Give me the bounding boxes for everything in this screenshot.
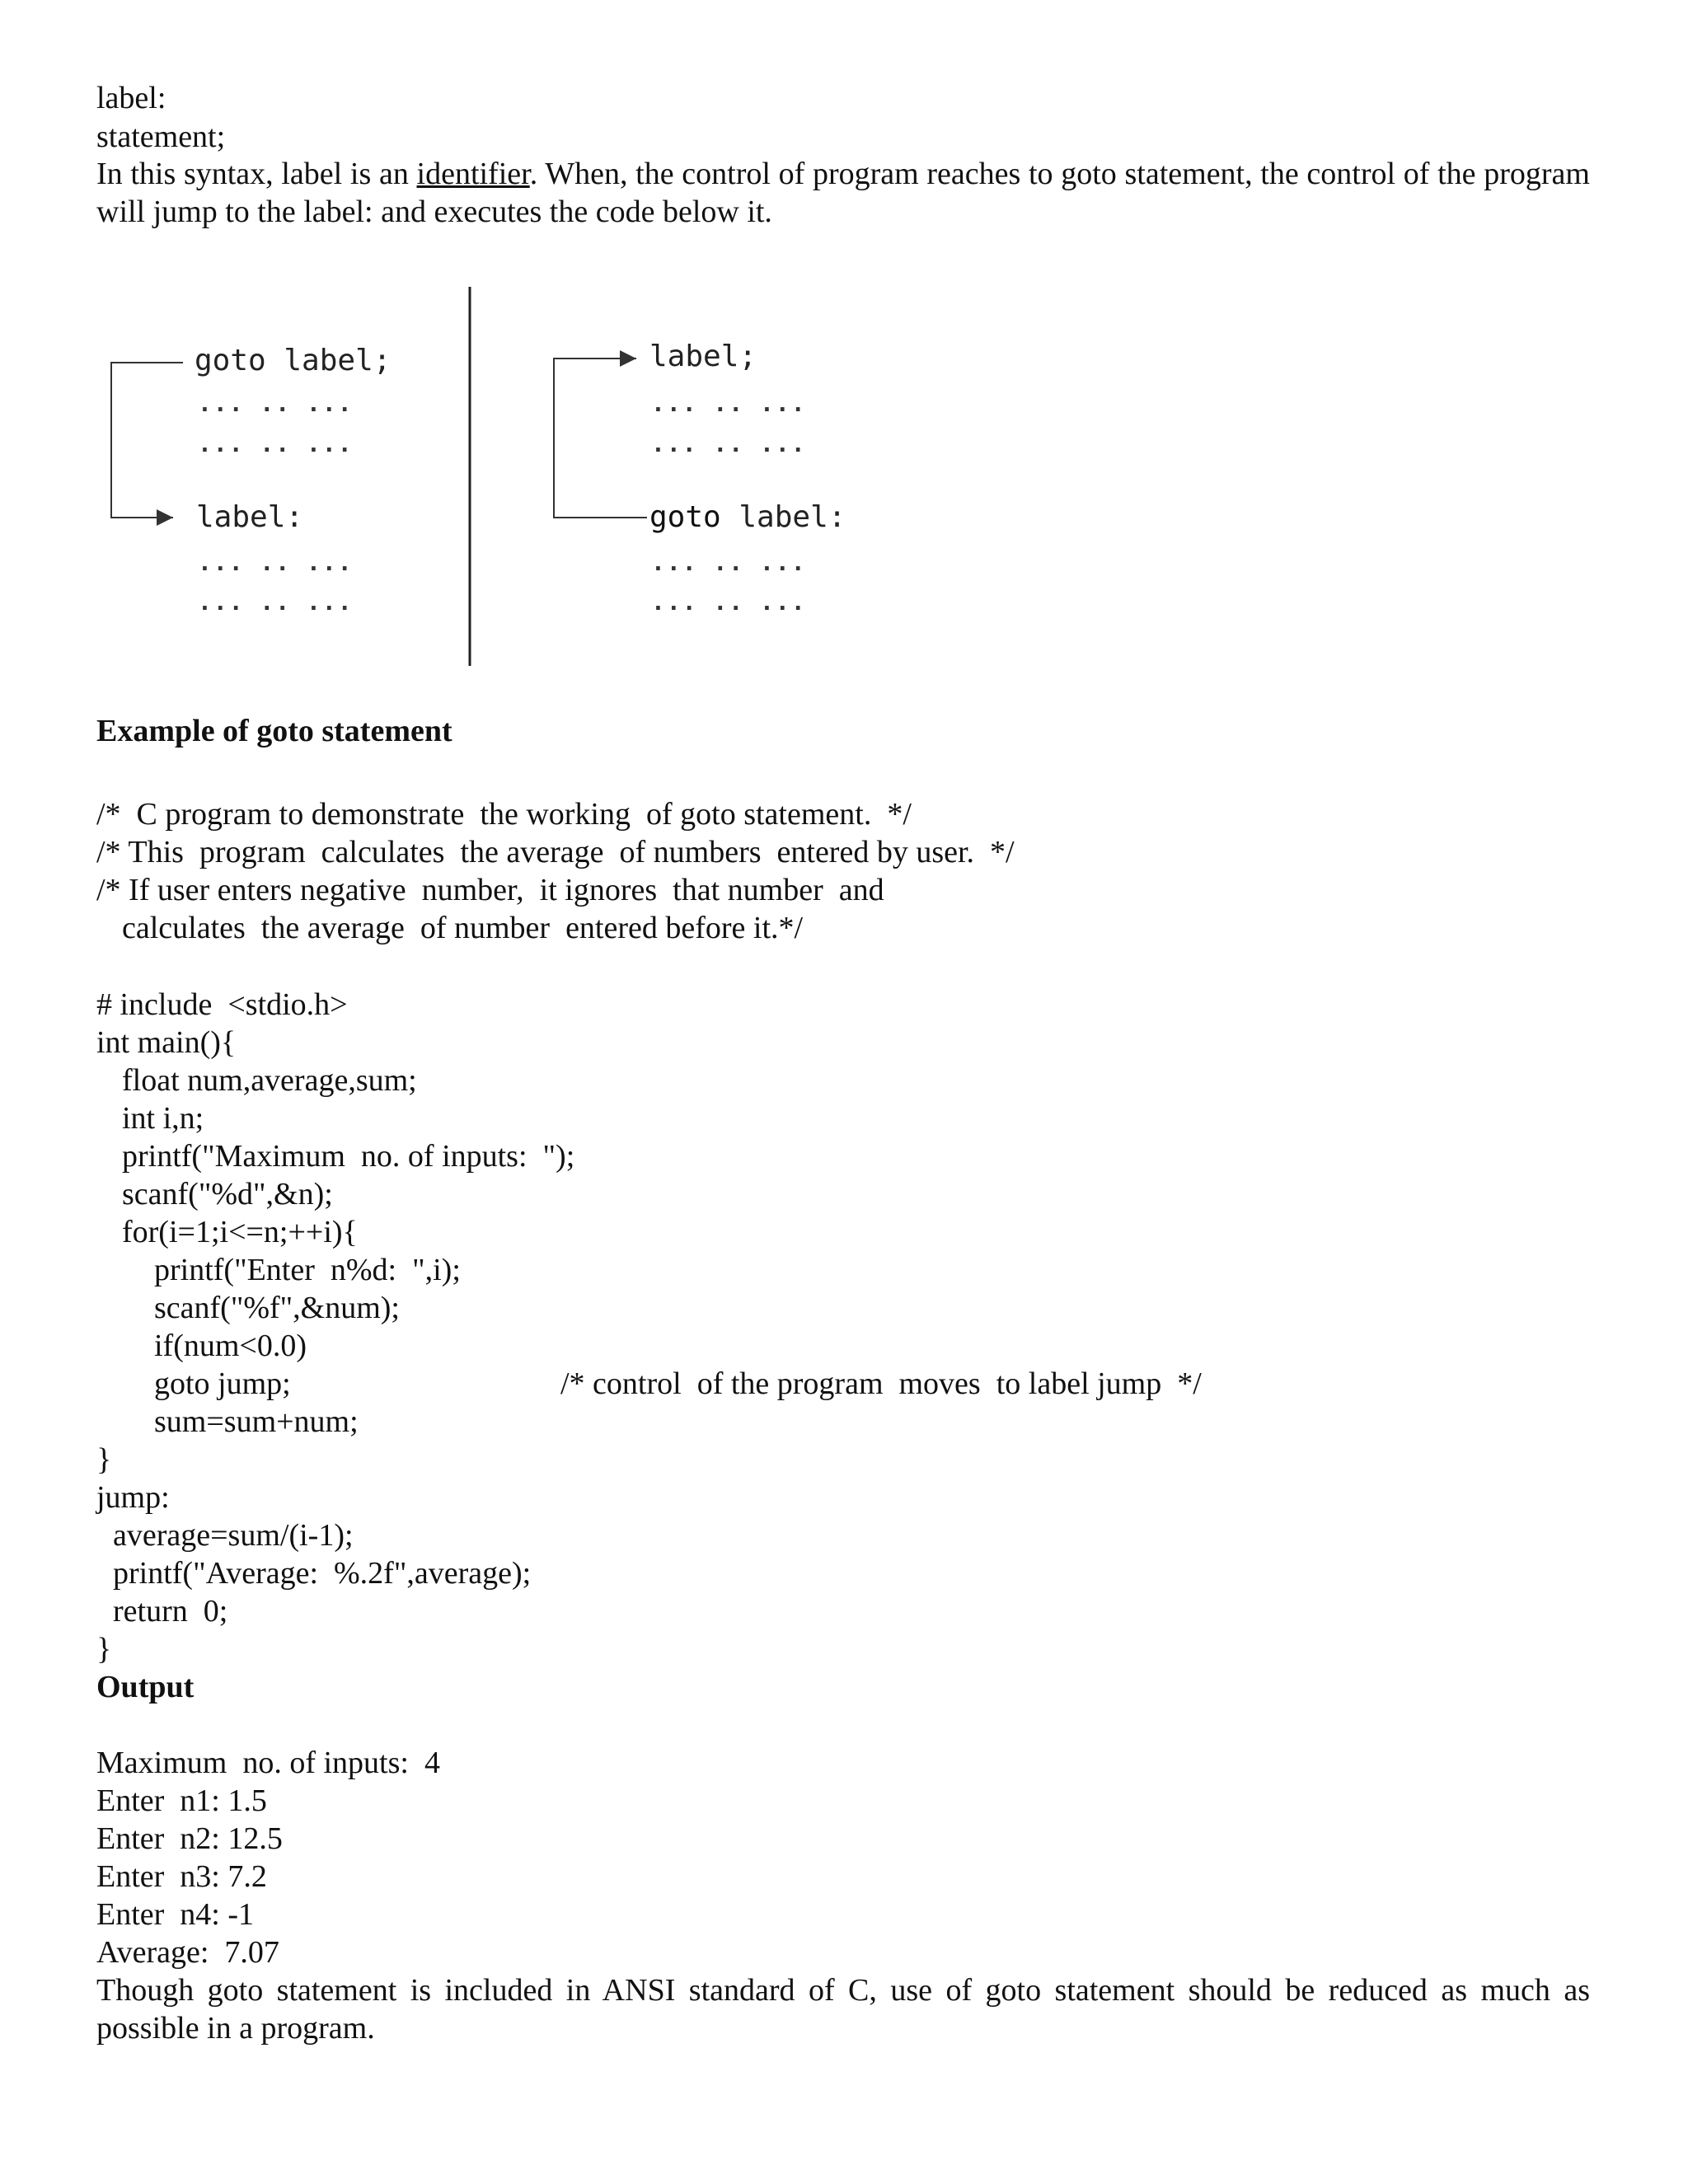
comment-line-3: /* If user enters negative number, it ignores that number and <box>96 873 884 907</box>
code-goto <box>154 1365 1202 1403</box>
code-if: if(num<0.0) <box>154 1329 307 1363</box>
code-average: average=sum/(i-1); <box>113 1518 354 1553</box>
diagram-left-goto: goto label; <box>195 344 392 377</box>
code-scanf-2: scanf("%f",&num); <box>154 1291 400 1325</box>
goto-target: label: <box>720 500 846 534</box>
explanation-text-2: . When, the control of program reaches to goto statement, the control of the program will jump to the label: and executes the code below it. <box>96 157 1590 229</box>
diagram-left-dots-1: ... .. ... <box>198 390 354 417</box>
code-main: int main(){ <box>96 1025 237 1060</box>
code-printf-1: printf("Maximum no. of inputs: "); <box>122 1139 575 1174</box>
code-close-brace-2: } <box>96 1632 112 1666</box>
code-close-brace-1: } <box>96 1442 112 1477</box>
code-scanf-1: scanf("%d",&n); <box>122 1177 333 1212</box>
output-line-5: Enter n4: -1 <box>96 1897 255 1932</box>
code-decl-2: int i,n; <box>122 1101 204 1136</box>
code-decl-1: float num,average,sum; <box>122 1063 417 1098</box>
output-line-3: Enter n2: 12.5 <box>96 1821 283 1856</box>
diagram-right-dots-1: ... .. ... <box>651 390 807 417</box>
comment-line-1: /* C program to demonstrate the working of goto statement. */ <box>96 797 912 832</box>
diagram-right-dots-3: ... .. ... <box>651 549 807 576</box>
syntax-line-label: label: <box>96 81 166 115</box>
diagram-left-dots-3: ... .. ... <box>198 549 354 576</box>
code-goto-stmt: goto jump; <box>154 1366 291 1401</box>
output-line-6: Average: 7.07 <box>96 1935 279 1970</box>
identifier-link[interactable]: identifier <box>416 157 530 191</box>
diagram-right-dots-4: ... .. ... <box>651 588 807 616</box>
example-heading: Example of goto statement <box>96 714 452 748</box>
code-printf-2: printf("Enter n%d: ",i); <box>154 1253 461 1287</box>
backward-jump-arrow <box>554 359 647 518</box>
output-heading: Output <box>96 1670 195 1704</box>
diagram-right-goto <box>649 501 846 534</box>
explanation-text-1: In this syntax, label is an <box>96 157 417 191</box>
code-sum: sum=sum+num; <box>154 1404 359 1439</box>
output-line-2: Enter n1: 1.5 <box>96 1783 267 1818</box>
closing-paragraph: Though goto statement is included in ANSI standard of C, use of goto statement should be reduced as much as possible in a program. <box>96 1973 1590 2046</box>
code-return: return 0; <box>113 1594 228 1629</box>
diagram-left-dots-4: ... .. ... <box>198 588 354 616</box>
forward-jump-arrow <box>111 363 183 518</box>
diagram-right-dots-2: ... .. ... <box>651 430 807 457</box>
code-goto-comment: /* control of the program moves to label jump */ <box>560 1366 1202 1401</box>
goto-keyword: goto <box>649 500 721 534</box>
comment-line-2: /* This program calculates the average of numbers entered by user. */ <box>96 835 1015 869</box>
diagram-right-label: label; <box>649 340 757 373</box>
output-line-4: Enter n3: 7.2 <box>96 1859 267 1894</box>
code-jump-label: jump: <box>96 1480 170 1515</box>
code-for: for(i=1;i<=n;++i){ <box>122 1215 358 1249</box>
comment-line-4: calculates the average of number entered before it.*/ <box>122 911 804 945</box>
output-line-1: Maximum no. of inputs: 4 <box>96 1746 440 1780</box>
code-include: # include <stdio.h> <box>96 987 348 1022</box>
code-printf-3: printf("Average: %.2f",average); <box>113 1556 532 1591</box>
diagram-left-dots-2: ... .. ... <box>198 430 354 457</box>
diagram-left-label: label: <box>196 500 304 534</box>
syntax-explanation <box>96 155 1590 231</box>
syntax-line-statement: statement; <box>96 120 226 154</box>
